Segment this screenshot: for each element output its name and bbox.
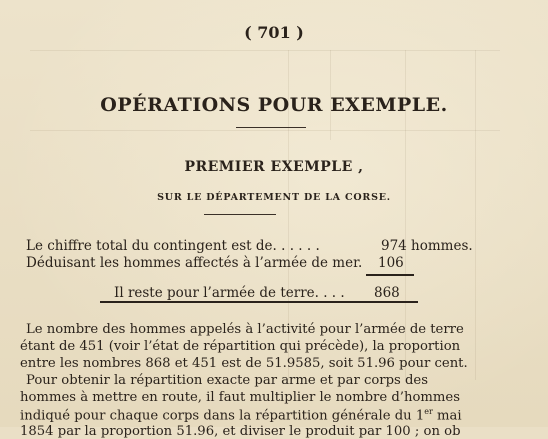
paragraph-2-line-4: 1854 par la proportion 51.96, et diviser le produit par 100 ; on ob [20, 424, 461, 439]
bleed-through-line [30, 130, 500, 131]
paragraph-2-line-1: Pour obtenir la répartition exacte par arme et par corps des [26, 373, 428, 388]
computation-row-1-label: Le chiffre total du contingent est de. . . . . . [26, 238, 320, 254]
paragraph-2-line-2: hommes à mettre en route, il faut multiplier le nombre d’hommes [20, 390, 460, 405]
section-subheading: SUR LE DÉPARTEMENT DE LA CORSE. [157, 192, 391, 203]
section-heading: PREMIER EXEMPLE , [184, 159, 364, 175]
subtraction-rule [366, 274, 414, 276]
result-rule [100, 301, 418, 303]
subheading-rule [204, 214, 276, 215]
paragraph-1-line-2: étant de 451 (voir l’état de répartition qui précède), la proportion [20, 339, 461, 354]
paragraph-1-line-1: Le nombre des hommes appelés à l’activité pour l’armée de terre [26, 322, 464, 337]
paragraph-1-line-3: entre les nombres 868 et 451 est de 51.9585, soit 51.96 pour cent. [20, 356, 468, 371]
computation-row-1-value: 974 hommes. [381, 238, 473, 254]
page-title: OPÉRATIONS POUR EXEMPLE. [100, 94, 448, 116]
paragraph-2-line-3: indiqué pour chaque corps dans la répartition générale du 1er mai [20, 407, 462, 424]
computation-row-2-value: 106 [378, 255, 404, 271]
page-number: ( 701 ) [244, 23, 304, 42]
title-rule [236, 127, 306, 128]
bleed-through-line [30, 50, 500, 51]
computation-row-3-value: 868 [374, 285, 400, 301]
computation-row-3-label: Il reste pour l’armée de terre. . . . [114, 285, 345, 301]
computation-row-2-label: Déduisant les hommes affectés à l’armée de mer. [26, 255, 363, 271]
